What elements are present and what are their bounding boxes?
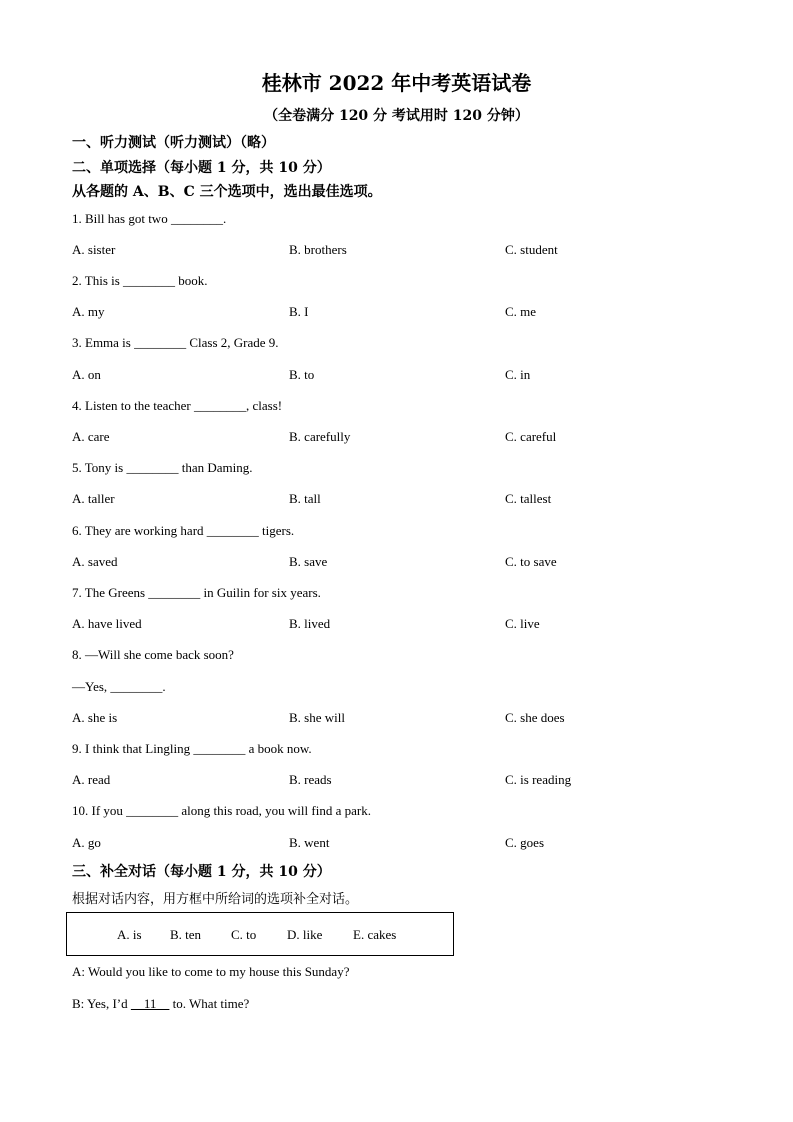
option-c: C. student [505,242,558,257]
option-b: B. I [289,304,309,319]
question-stem: 1. Bill has got two ________. [72,211,227,226]
option-a: A. sister [72,242,116,257]
option-b: B. carefully [289,429,351,444]
option-b: B. brothers [289,242,347,257]
question-stem: 2. This is ________ book. [72,273,208,288]
option-c: C. me [505,304,537,319]
option-b: B. went [289,835,330,850]
section-3-heading: 三、补全对话（每小题 1 分，共 10 分） [72,864,331,880]
question-stem-reply: —Yes, ________. [72,679,166,694]
section-2-instruction: 从各题的 A、B、C 三个选项中，选出最佳选项。 [72,184,382,200]
question-stem: 7. The Greens ________ in Guilin for six years. [72,585,321,600]
option-b: B. save [289,554,328,569]
option-c: C. live [505,616,540,631]
option-b: B. reads [289,772,332,787]
section-2-heading: 二、单项选择（每小题 1 分，共 10 分） [72,160,331,176]
option-c: C. she does [505,710,565,725]
word-option: D. like [287,927,323,942]
question-stem: 3. Emma is ________ Class 2, Grade 9. [72,335,279,350]
option-b: B. to [289,367,315,382]
question-stem: 8. —Will she come back soon? [72,647,234,662]
word-option: E. cakes [353,927,397,942]
option-c: C. tallest [505,491,552,506]
word-option: A. is [117,927,142,942]
question-stem: 9. I think that Lingling ________ a book now. [72,741,312,756]
dialogue-line [72,996,249,1012]
section-1-heading: 一、听力测试（听力测试）（略） [72,135,275,151]
option-c: C. careful [505,429,557,444]
option-a: A. saved [72,554,118,569]
dialogue-line: A: Would you like to come to my house this Sunday? [72,964,350,979]
option-a: A. taller [72,491,115,506]
page-title: 桂林市 2022 年中考英语试卷 [261,71,532,95]
answer-blank[interactable]: 11 [130,996,170,1011]
option-b: B. lived [289,616,331,631]
question-stem: 4. Listen to the teacher ________, class! [72,398,283,413]
option-a: A. go [72,835,101,850]
option-a: A. read [72,772,111,787]
option-a: A. she is [72,710,118,725]
question-stem: 5. Tony is ________ than Daming. [72,460,253,475]
option-b: B. tall [289,491,321,506]
option-a: A. my [72,304,105,319]
word-option: B. ten [170,927,202,942]
dialogue-text: B: Yes, I’d [72,996,131,1011]
option-c: C. to save [505,554,557,569]
option-c: C. is reading [505,772,572,787]
option-b: B. she will [289,710,345,725]
option-c: C. in [505,367,531,382]
word-option: C. to [231,927,257,942]
question-stem: 10. If you ________ along this road, you will find a park. [72,803,371,818]
word-box [66,912,454,956]
section-3-instruction: 根据对话内容，用方框中所给词的选项补全对话。 [72,892,359,907]
question-stem: 6. They are working hard ________ tigers. [72,523,295,538]
option-a: A. care [72,429,110,444]
option-a: A. on [72,367,101,382]
page-subtitle: （全卷满分 120 分 考试用时 120 分钟） [264,108,529,124]
option-c: C. goes [505,835,544,850]
option-a: A. have lived [72,616,142,631]
dialogue-text: to. What time? [169,996,250,1011]
